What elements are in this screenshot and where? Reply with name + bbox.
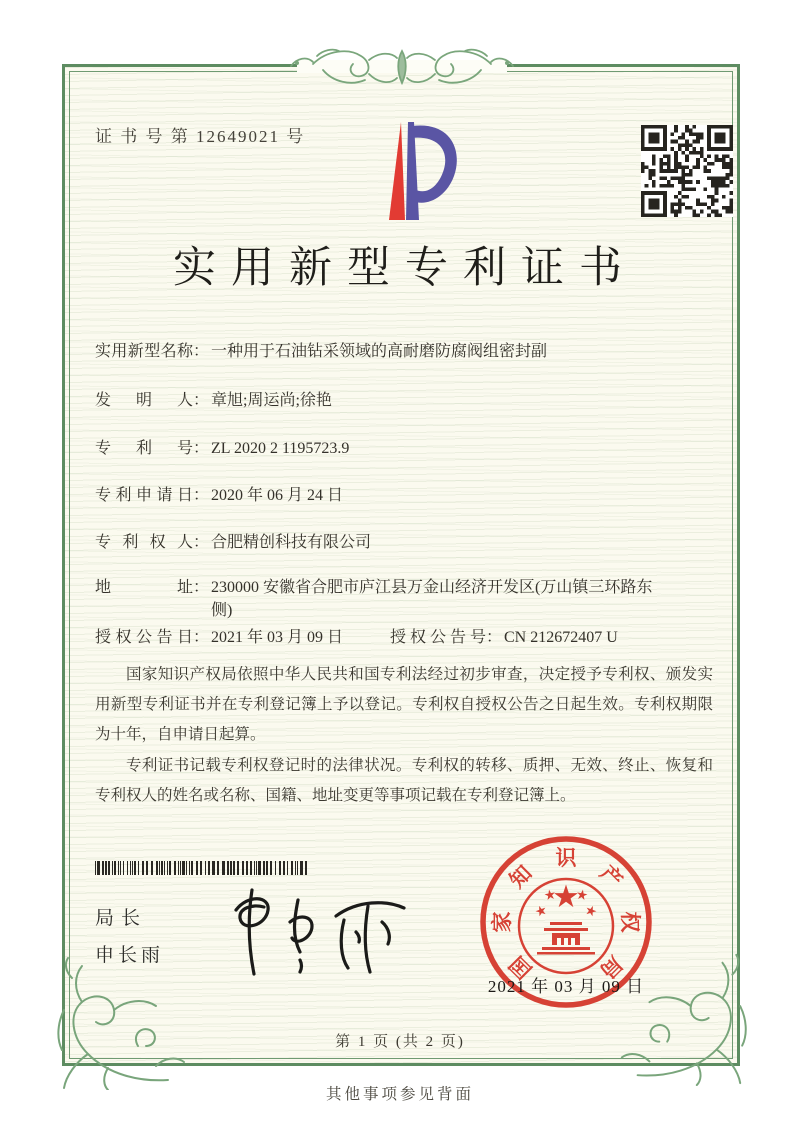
field-colon: ： xyxy=(193,629,210,646)
field-value: 合肥精创科技有限公司 xyxy=(211,534,372,551)
field-row-name xyxy=(95,340,713,363)
field-row-grant xyxy=(95,626,713,649)
seal-date: 2021 年 03 月 09 日 xyxy=(487,977,645,996)
top-border-ornament-icon xyxy=(283,42,521,90)
field-value: 章旭;周运尚;徐艳 xyxy=(211,392,332,409)
field-label: 地址 xyxy=(95,579,193,596)
field-label: 授权公告日 xyxy=(95,629,193,646)
legal-paragraph-2: 专利证书记载专利权登记时的法律状况。专利权的转移、质押、无效、终止、恢复和专利权人的姓名或名称、国籍、地址变更等事项记载在专利登记簿上。 xyxy=(95,756,713,804)
field-value: 2020 年 06 月 24 日 xyxy=(211,487,344,504)
legal-paragraph-1: 国家知识产权局依照中华人民共和国专利法经过初步审查，决定授予专利权、颁发实用新型专利证书并在专利登记簿上予以登记。专利权自授权公告之日起生效。专利权期限为十年，自申请日起算。 xyxy=(95,666,713,744)
field-row-filing-date xyxy=(95,484,713,507)
signature-icon xyxy=(218,876,418,982)
field-label: 专利号 xyxy=(95,440,193,457)
seal-char: 国 xyxy=(504,951,537,984)
corner-flourish-icon xyxy=(48,950,198,1090)
field-label: 发明人 xyxy=(95,392,193,409)
page-indicator: 第 1 页 (共 2 页) xyxy=(335,1034,465,1050)
signer-name: 申长雨 xyxy=(95,945,165,966)
seal-char: 家 xyxy=(490,911,514,933)
field-label: 授权公告号 xyxy=(390,629,486,646)
field-colon: ： xyxy=(193,343,210,360)
qr-code-icon xyxy=(641,125,733,217)
field-colon: ： xyxy=(193,534,210,551)
field-row-patent-number xyxy=(95,437,713,460)
field-value: ZL 2020 2 1195723.9 xyxy=(211,440,350,457)
field-label: 专利权人 xyxy=(95,534,193,551)
field-row-inventors xyxy=(95,389,713,412)
seal-char: 局 xyxy=(595,951,628,984)
certificate-number: 证 书 号 第 12649021 号 xyxy=(95,127,306,146)
field-label: 实用新型名称 xyxy=(95,343,193,360)
legal-text xyxy=(95,660,713,811)
field-value: CN 212672407 U xyxy=(504,629,618,646)
seal-char: 权 xyxy=(618,911,642,933)
certificate-title: 实用新型专利证书 xyxy=(173,245,637,292)
field-value: 2021 年 03 月 09 日 xyxy=(211,629,344,646)
field-label: 专利申请日 xyxy=(95,487,193,504)
field-row-patentee xyxy=(95,531,713,554)
field-value: 230000 安徽省合肥市庐江县万金山经济开发区(万山镇三环路东侧) xyxy=(211,579,653,620)
field-colon: ： xyxy=(486,629,503,646)
barcode-icon xyxy=(95,861,310,875)
back-note: 其他事项参见背面 xyxy=(325,1086,474,1103)
seal-char: 产 xyxy=(595,860,628,893)
field-colon: ： xyxy=(193,440,210,457)
seal-char: 识 xyxy=(555,846,577,870)
field-row-address xyxy=(95,576,655,622)
field-colon: ： xyxy=(193,579,210,596)
field-colon: ： xyxy=(193,392,210,409)
seal-char: 知 xyxy=(504,860,537,893)
signer-title: 局长 xyxy=(95,908,148,929)
field-value: 一种用于石油钻采领域的高耐磨防腐阀组密封副 xyxy=(211,343,548,360)
cnipa-logo-icon xyxy=(350,116,462,234)
field-colon: ： xyxy=(193,487,210,504)
